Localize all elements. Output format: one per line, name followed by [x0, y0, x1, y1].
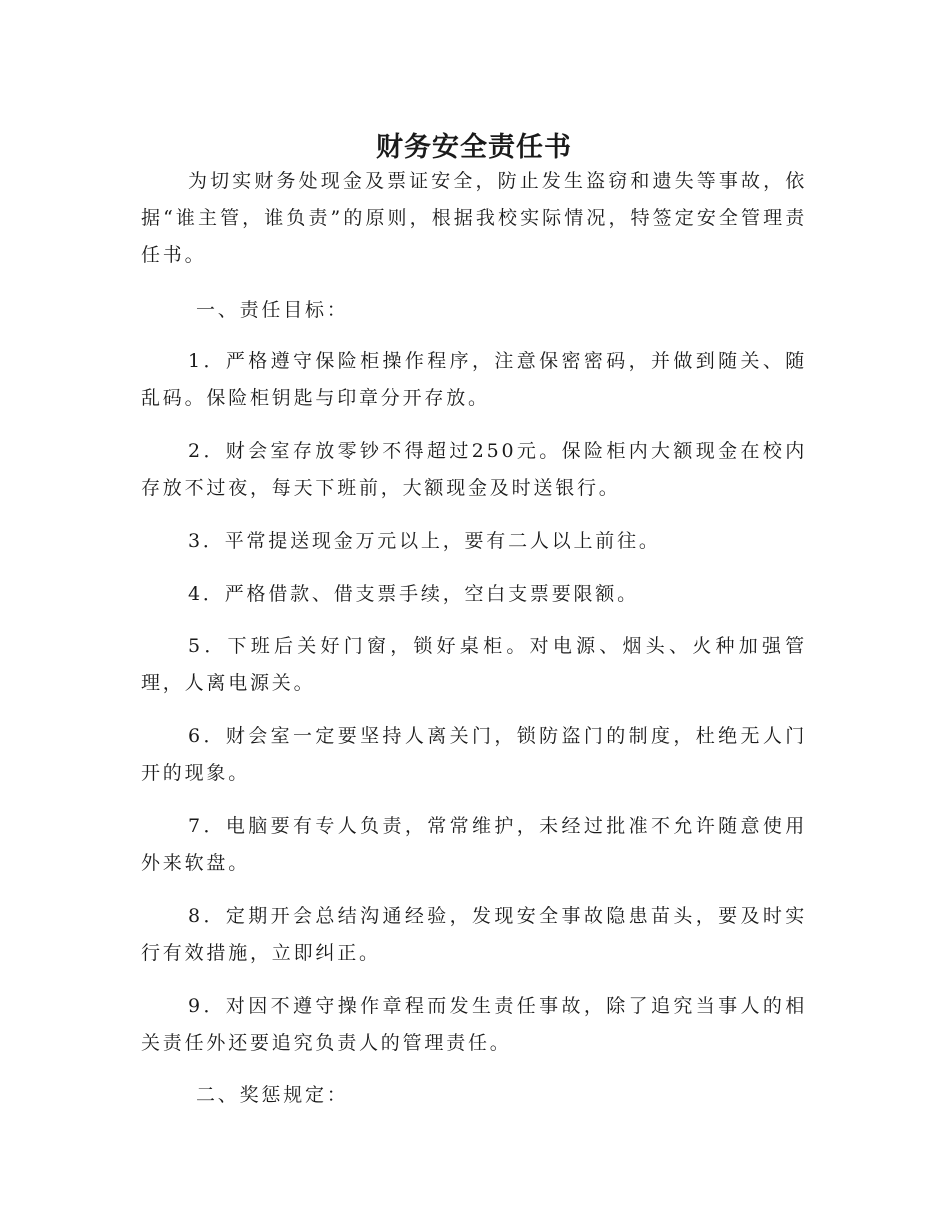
list-item: 1．严格遵守保险柜操作程序，注意保密密码，并做到随关、随乱码。保险柜钥匙与印章分开存放。	[141, 350, 807, 409]
section-heading-rewards: 二、奖惩规定：	[196, 1084, 349, 1106]
list-item: 4．严格借款、借支票手续，空白支票要限额。	[188, 583, 639, 605]
section-heading-goals: 一、责任目标：	[196, 299, 349, 321]
list-item: 2．财会室存放零钞不得超过250元。保险柜内大额现金在校内存放不过夜，每天下班前，大额现金及时送银行。	[141, 440, 807, 499]
list-item: 9．对因不遵守操作章程而发生责任事故，除了追究当事人的相关责任外还要追究负责人的管理责任。	[141, 995, 807, 1054]
list-item: 8．定期开会总结沟通经验，发现安全事故隐患苗头，要及时实行有效措施，立即纠正。	[141, 905, 807, 964]
list-item: 6．财会室一定要坚持人离关门，锁防盗门的制度，杜绝无人门开的现象。	[141, 725, 807, 784]
list-item: 5．下班后关好门窗，锁好桌柜。对电源、烟头、火种加强管理，人离电源关。	[141, 635, 807, 694]
list-item: 3．平常提送现金万元以上，要有二人以上前往。	[188, 530, 661, 552]
document-title: 财务安全责任书	[376, 132, 572, 164]
intro-paragraph: 为切实财务处现金及票证安全，防止发生盗窃和遗失等事故，依据“谁主管，谁负责”的原则，根据我校实际情况，特签定安全管理责任书。	[141, 170, 807, 266]
list-item: 7．电脑要有专人负责，常常维护，未经过批准不允许随意使用外来软盘。	[141, 815, 807, 874]
